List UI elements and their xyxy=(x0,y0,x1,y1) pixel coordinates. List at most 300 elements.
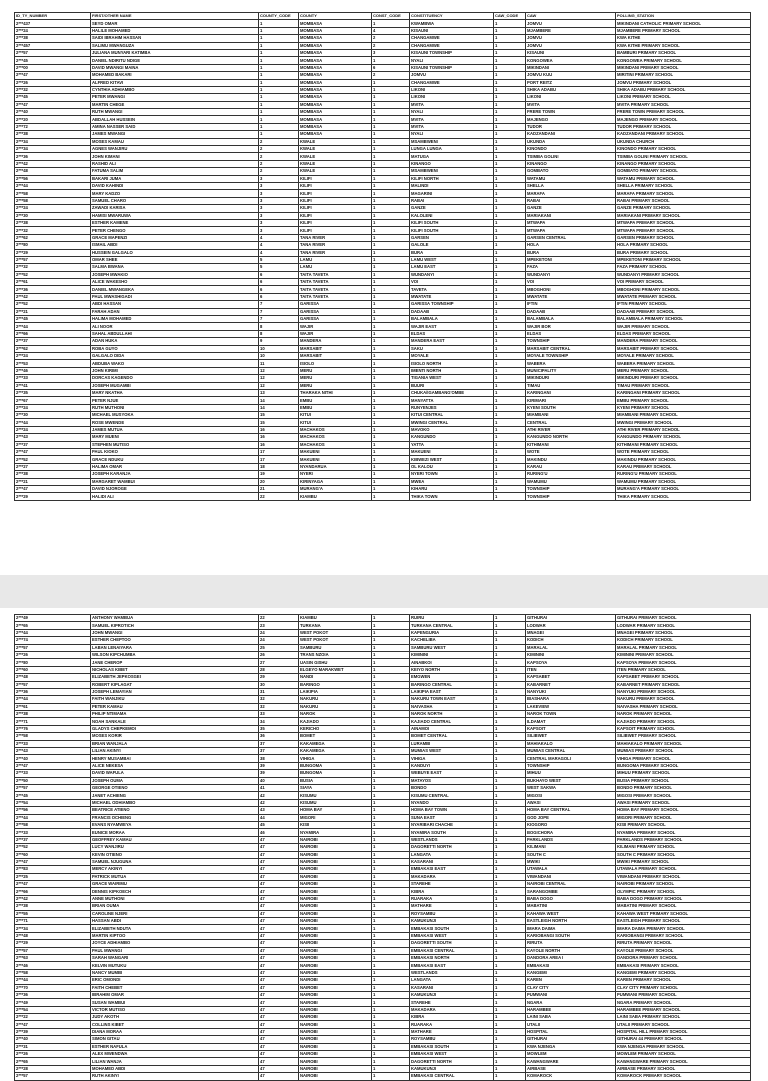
table-cell: 1 xyxy=(259,20,299,27)
table-cell: 33 xyxy=(259,711,299,718)
table-cell: SAIDI IBRAHIM HASSAN xyxy=(91,35,259,42)
table-cell: PUMWANI PRIMARY SCHOOL xyxy=(616,991,751,998)
table-cell: 1 xyxy=(494,264,526,271)
table-cell: 1 xyxy=(494,323,526,330)
table-cell: 2***24 xyxy=(15,27,91,34)
table-cell: GARSEN CENTRAL xyxy=(526,234,616,241)
table-cell: 2***74 xyxy=(15,637,91,644)
table-cell: CLAY CITY PRIMARY SCHOOL xyxy=(616,984,751,991)
table-cell: KAKAMEGA xyxy=(299,740,372,747)
table-cell: 2***71 xyxy=(15,718,91,725)
table-cell: 1 xyxy=(372,1073,410,1080)
table-cell: NYARIBARI CHACHE xyxy=(410,821,494,828)
table-cell: KWALE xyxy=(299,153,372,160)
table-cell: ELIZABETH NDUTA xyxy=(91,925,259,932)
table-cell: MAGARINI xyxy=(410,190,494,197)
table-cell: 2***38 xyxy=(15,711,91,718)
table-cell: 1 xyxy=(372,123,410,130)
table-cell: 2***66 xyxy=(15,888,91,895)
table-cell: NAIROBI xyxy=(299,925,372,932)
table-cell: IBRAHIM OMAR xyxy=(91,991,259,998)
table-cell: MOYALE TOWNSHIP xyxy=(526,352,616,359)
table-row xyxy=(15,471,751,478)
table-cell: PAUL MWANGI xyxy=(91,947,259,954)
table-cell: 39 xyxy=(259,762,299,769)
voter-table-page-1 xyxy=(14,12,751,501)
table-cell: NAIROBI xyxy=(299,947,372,954)
table-cell: 2***46 xyxy=(15,962,91,969)
table-cell: EMBU xyxy=(299,404,372,411)
table-row xyxy=(15,903,751,910)
table-cell: MARIAKANI PRIMARY SCHOOL xyxy=(616,212,751,219)
table-cell: KAPSOIT xyxy=(526,725,616,732)
table-row xyxy=(15,123,751,130)
table-cell: 1 xyxy=(372,330,410,337)
table-cell: VIHIGA xyxy=(299,755,372,762)
table-cell: 2***29 xyxy=(15,249,91,256)
table-cell: MALINDI xyxy=(410,182,494,189)
table-cell: MSAMBWENI xyxy=(410,168,494,175)
table-cell: FATUMA SALIM xyxy=(91,168,259,175)
column-header: CONSTITUENCY xyxy=(410,13,494,20)
table-cell: 12 xyxy=(259,382,299,389)
table-cell: MUMIAS CENTRAL xyxy=(526,748,616,755)
table-cell: ROYSAMBU xyxy=(410,1036,494,1043)
table-cell: 1 xyxy=(372,799,410,806)
table-cell: ROBERT KIPLAGAT xyxy=(91,681,259,688)
table-cell: 1 xyxy=(494,463,526,470)
table-cell: 1 xyxy=(372,463,410,470)
table-cell: MOHAMED ABDI xyxy=(91,1065,259,1072)
table-cell: 24 xyxy=(259,637,299,644)
table-cell: MIGOSI PRIMARY SCHOOL xyxy=(616,792,751,799)
table-cell: NOAH SANKALE xyxy=(91,718,259,725)
table-cell: 16 xyxy=(259,426,299,433)
table-cell: 1 xyxy=(494,345,526,352)
table-cell: 1 xyxy=(494,20,526,27)
table-cell: OL KALOU xyxy=(410,463,494,470)
table-cell: LABAN LENAIYARA xyxy=(91,644,259,651)
table-cell: KELVIN MUTUKU xyxy=(91,962,259,969)
table-cell: 1 xyxy=(372,160,410,167)
table-cell: PAUL KIOKO xyxy=(91,449,259,456)
table-cell: 1 xyxy=(494,242,526,249)
table-cell: 1 xyxy=(372,449,410,456)
table-cell: KAHAWA WEST PRIMARY SCHOOL xyxy=(616,910,751,917)
table-cell: 1 xyxy=(372,168,410,175)
table-row xyxy=(15,777,751,784)
table-cell: JAMES MUTUA xyxy=(91,426,259,433)
table-cell: STEPHEN MUTISO xyxy=(91,441,259,448)
table-cell: DAGORETTI NORTH xyxy=(410,1058,494,1065)
table-cell: EMBAKASI CENTRAL xyxy=(410,947,494,954)
table-cell: KWA KITHE PRIMARY SCHOOL xyxy=(616,42,751,49)
table-cell: IMARA DAIMA PRIMARY SCHOOL xyxy=(616,925,751,932)
table-cell: 1 xyxy=(494,397,526,404)
table-cell: 2***46 xyxy=(15,367,91,374)
table-cell: CHANGAMWE xyxy=(410,35,494,42)
table-cell: HOMA BAY PRIMARY SCHOOL xyxy=(616,807,751,814)
table-cell: 2***36 xyxy=(15,286,91,293)
table-row xyxy=(15,49,751,56)
table-cell: 1 xyxy=(372,836,410,843)
table-cell: MVITA xyxy=(410,101,494,108)
table-cell: 2***21 xyxy=(15,308,91,315)
sheet-page-2 xyxy=(0,608,768,1079)
table-row xyxy=(15,1051,751,1058)
table-cell: TOWNSHIP xyxy=(526,762,616,769)
table-cell: SAMBURU xyxy=(299,644,372,651)
table-cell: HALIMA MOHAMED xyxy=(91,316,259,323)
table-cell: MAJENGO PRIMARY SCHOOL xyxy=(616,116,751,123)
table-row xyxy=(15,271,751,278)
table-row xyxy=(15,20,751,27)
table-cell: TUDOR PRIMARY SCHOOL xyxy=(616,123,751,130)
table-cell: 2***43 xyxy=(15,434,91,441)
table-cell: KINONDO PRIMARY SCHOOL xyxy=(616,146,751,153)
table-cell: 1 xyxy=(494,858,526,865)
table-cell: SAHAL ABDULLAHI xyxy=(91,330,259,337)
table-cell: 1 xyxy=(259,79,299,86)
table-cell: NAIROBI xyxy=(299,999,372,1006)
table-cell: 1 xyxy=(494,123,526,130)
table-cell: 1 xyxy=(372,404,410,411)
table-cell: 14 xyxy=(259,397,299,404)
table-cell: 12 xyxy=(259,375,299,382)
table-cell: 1 xyxy=(494,622,526,629)
table-cell: 1 xyxy=(494,375,526,382)
table-cell: BONDO xyxy=(410,784,494,791)
table-row xyxy=(15,1006,751,1013)
table-cell: ROBA GUYO xyxy=(91,345,259,352)
table-row xyxy=(15,659,751,666)
table-cell: 2***52 xyxy=(15,844,91,851)
table-cell: 47 xyxy=(259,888,299,895)
table-row xyxy=(15,644,751,651)
table-row xyxy=(15,330,751,337)
table-cell: MAKUENI xyxy=(299,449,372,456)
table-cell: KOMAROCK xyxy=(526,1073,616,1080)
table-cell: KWA NJENGA xyxy=(526,1043,616,1050)
table-cell: 1 xyxy=(372,182,410,189)
table-cell: KYENI SOUTH xyxy=(526,404,616,411)
column-header: CONST_CODE xyxy=(372,13,410,20)
table-cell: 1 xyxy=(494,762,526,769)
table-cell: MVITA xyxy=(410,116,494,123)
table-cell: KONGOWEA xyxy=(526,57,616,64)
table-cell: RABAI xyxy=(526,197,616,204)
table-cell: KILIFI SOUTH xyxy=(410,227,494,234)
table-cell: 1 xyxy=(372,279,410,286)
table-cell: KAPSABET PRIMARY SCHOOL xyxy=(616,674,751,681)
table-cell: 1 xyxy=(494,925,526,932)
table-cell: 1 xyxy=(494,42,526,49)
table-cell: 1 xyxy=(494,940,526,947)
table-row xyxy=(15,984,751,991)
table-cell: 2***24 xyxy=(15,205,91,212)
table-cell: LIKONI xyxy=(526,94,616,101)
table-cell: MIHUU xyxy=(526,770,616,777)
table-cell: 1 xyxy=(372,101,410,108)
table-row xyxy=(15,999,751,1006)
table-cell: JOHN KIMANI xyxy=(91,153,259,160)
table-cell: 1 xyxy=(494,360,526,367)
table-row xyxy=(15,1065,751,1072)
table-cell: NYAMIRA xyxy=(299,829,372,836)
table-cell: THARAKA NITHI xyxy=(299,389,372,396)
table-cell: MAHIAKALO xyxy=(526,740,616,747)
table-cell: TIMAU PRIMARY SCHOOL xyxy=(616,382,751,389)
table-cell: 9 xyxy=(259,338,299,345)
table-cell: FRANCIS OCHIENG xyxy=(91,814,259,821)
table-row xyxy=(15,1073,751,1080)
table-cell: 2***21 xyxy=(15,478,91,485)
table-cell: 1 xyxy=(494,227,526,234)
table-row xyxy=(15,27,751,34)
table-row xyxy=(15,175,751,182)
table-cell: MABATINI xyxy=(526,903,616,910)
table-row xyxy=(15,404,751,411)
table-cell: 1 xyxy=(494,160,526,167)
table-cell: NAIROBI xyxy=(299,918,372,925)
table-cell: 2***437 xyxy=(15,20,91,27)
table-cell: DAVID KAHINDI xyxy=(91,182,259,189)
table-cell: 2***24 xyxy=(15,426,91,433)
table-cell: PUMWANI xyxy=(526,991,616,998)
table-cell: HOLA PRIMARY SCHOOL xyxy=(616,242,751,249)
table-row xyxy=(15,301,751,308)
table-cell: 1 xyxy=(494,35,526,42)
table-cell: 21 xyxy=(259,486,299,493)
table-cell: TAITA TAVETA xyxy=(299,293,372,300)
table-cell: 1 xyxy=(494,792,526,799)
table-cell: BARINGO CENTRAL xyxy=(410,681,494,688)
table-row xyxy=(15,1014,751,1021)
table-body-page-2 xyxy=(15,615,751,1081)
table-cell: LAINI SABA PRIMARY SCHOOL xyxy=(616,1014,751,1021)
table-cell: 47 xyxy=(259,866,299,873)
table-cell: MAKADARA xyxy=(410,1006,494,1013)
table-cell: MNAGEI PRIMARY SCHOOL xyxy=(616,629,751,636)
table-cell: HARAMBEE PRIMARY SCHOOL xyxy=(616,1006,751,1013)
table-cell: 1 xyxy=(494,471,526,478)
table-cell: 2***58 xyxy=(15,197,91,204)
table-cell: 2***48 xyxy=(15,674,91,681)
table-row xyxy=(15,711,751,718)
table-cell: TAITA TAVETA xyxy=(299,286,372,293)
table-cell: NAIROBI xyxy=(299,932,372,939)
table-row xyxy=(15,954,751,961)
table-cell: 2***65 xyxy=(15,622,91,629)
table-cell: AINABKOI xyxy=(410,659,494,666)
table-cell: MVITA PRIMARY SCHOOL xyxy=(616,101,751,108)
table-cell: 2***40 xyxy=(15,1036,91,1043)
table-cell: RURING'U xyxy=(526,471,616,478)
table-cell: 2***34 xyxy=(15,146,91,153)
table-cell: VOI xyxy=(410,279,494,286)
table-cell: RASHID ALI xyxy=(91,160,259,167)
table-cell: EMBAKASI EAST xyxy=(410,962,494,969)
table-cell: MARAFA PRIMARY SCHOOL xyxy=(616,190,751,197)
column-header: CAW_CODE xyxy=(494,13,526,20)
table-cell: AIRBASE PRIMARY SCHOOL xyxy=(616,1065,751,1072)
table-cell: 2***61 xyxy=(15,703,91,710)
table-cell: WATAMU PRIMARY SCHOOL xyxy=(616,175,751,182)
table-cell: KITUI CENTRAL xyxy=(410,412,494,419)
table-cell: HOLA xyxy=(526,242,616,249)
table-cell: MOMBASA xyxy=(299,35,372,42)
table-cell: 1 xyxy=(494,1073,526,1080)
table-row xyxy=(15,733,751,740)
table-cell: RABAI xyxy=(410,197,494,204)
table-cell: 2***38 xyxy=(15,131,91,138)
table-row xyxy=(15,910,751,917)
table-cell: 2***44 xyxy=(15,419,91,426)
table-cell: BOMET CENTRAL xyxy=(410,733,494,740)
table-cell: 1 xyxy=(372,622,410,629)
table-cell: WESTLANDS xyxy=(410,836,494,843)
table-cell: 1 xyxy=(372,338,410,345)
table-cell: 1 xyxy=(494,441,526,448)
table-cell: EASTLEIGH NORTH xyxy=(526,918,616,925)
table-cell: FAZA xyxy=(526,264,616,271)
table-cell: SOUTH C xyxy=(526,851,616,858)
table-cell: LAIKIPIA EAST xyxy=(410,688,494,695)
table-cell: 1 xyxy=(494,286,526,293)
table-cell: 1 xyxy=(372,316,410,323)
table-cell: GARSEN PRIMARY SCHOOL xyxy=(616,234,751,241)
table-cell: 1 xyxy=(372,212,410,219)
table-cell: RIRUTA PRIMARY SCHOOL xyxy=(616,940,751,947)
table-cell: 47 xyxy=(259,984,299,991)
table-cell: 2***32 xyxy=(15,86,91,93)
table-cell: MWEA xyxy=(410,478,494,485)
table-cell: LILIAN WANJA xyxy=(91,1058,259,1065)
table-row xyxy=(15,918,751,925)
table-cell: 1 xyxy=(494,666,526,673)
table-cell: 1 xyxy=(494,109,526,116)
table-row xyxy=(15,925,751,932)
table-cell: DANIEL NDIRITU NDIGE xyxy=(91,57,259,64)
table-cell: 1 xyxy=(494,456,526,463)
table-cell: 2***47 xyxy=(15,101,91,108)
table-cell: MOMBASA xyxy=(299,49,372,56)
table-cell: 2***36 xyxy=(15,153,91,160)
table-cell: 2***42 xyxy=(15,895,91,902)
table-cell: WABERA PRIMARY SCHOOL xyxy=(616,360,751,367)
table-cell: 1 xyxy=(494,873,526,880)
table-cell: GITHURAI xyxy=(526,1036,616,1043)
table-cell: NAIROBI xyxy=(299,1043,372,1050)
table-cell: GITHURAI xyxy=(526,615,616,622)
table-cell: ELDAS PRIMARY SCHOOL xyxy=(616,330,751,337)
table-cell: MERU xyxy=(299,382,372,389)
table-cell: GOMBATO xyxy=(526,168,616,175)
table-row xyxy=(15,138,751,145)
table-cell: 2***33 xyxy=(15,770,91,777)
table-cell: MARGARET WAMBUI xyxy=(91,478,259,485)
table-cell: 1 xyxy=(494,212,526,219)
table-cell: 1 xyxy=(372,1036,410,1043)
table-cell: 1 xyxy=(372,471,410,478)
table-cell: PATRICK MUTUA xyxy=(91,873,259,880)
table-cell: 1 xyxy=(372,256,410,263)
table-cell: 1 xyxy=(372,190,410,197)
table-cell: 1 xyxy=(494,434,526,441)
table-cell: TOWNSHIP xyxy=(526,493,616,500)
table-cell: PARKLANDS xyxy=(526,836,616,843)
table-cell: 2***80 xyxy=(15,242,91,249)
table-cell: LIKONI PRIMARY SCHOOL xyxy=(616,94,751,101)
table-row xyxy=(15,666,751,673)
table-cell: 2***57 xyxy=(15,49,91,56)
table-cell: 3 xyxy=(259,205,299,212)
table-cell: 37 xyxy=(259,740,299,747)
table-cell: 1 xyxy=(372,688,410,695)
table-cell: GEOFFREY KAMAU xyxy=(91,836,259,843)
table-cell: VIWANDANI PRIMARY SCHOOL xyxy=(616,873,751,880)
table-cell: JOSEPH OUMA xyxy=(91,777,259,784)
table-cell: JOSEPH KARANJA xyxy=(91,471,259,478)
table-row xyxy=(15,1028,751,1035)
table-cell: 1 xyxy=(372,175,410,182)
table-cell: NAIROBI xyxy=(299,836,372,843)
table-row xyxy=(15,755,751,762)
table-cell: 6 xyxy=(372,64,410,71)
table-cell: EUNICE MORAA xyxy=(91,829,259,836)
table-cell: 2***45 xyxy=(15,792,91,799)
table-cell: KALOLENI xyxy=(410,212,494,219)
table-cell: 19 xyxy=(259,471,299,478)
table-cell: MARAFA xyxy=(526,190,616,197)
table-cell: GLADYS CHEPKEMOI xyxy=(91,725,259,732)
table-cell: 11 xyxy=(259,360,299,367)
table-cell: 1 xyxy=(259,27,299,34)
table-cell: KIMININI xyxy=(526,651,616,658)
table-cell: 1 xyxy=(372,947,410,954)
table-cell: SILIBWET xyxy=(526,733,616,740)
table-cell: 10 xyxy=(259,352,299,359)
table-cell: EMBAKASI EAST xyxy=(410,866,494,873)
table-row xyxy=(15,858,751,865)
table-cell: 2***83 xyxy=(15,866,91,873)
table-cell: 46 xyxy=(259,829,299,836)
table-cell: SARANGOMBE xyxy=(526,888,616,895)
table-cell: LUNGA LUNGA xyxy=(410,146,494,153)
table-cell: RUTH AKINYI xyxy=(91,1073,259,1080)
table-cell: 1 xyxy=(494,426,526,433)
table-cell: TRANS NZOIA xyxy=(299,651,372,658)
table-cell: MAKUENI xyxy=(410,449,494,456)
table-cell: PORT REITZ xyxy=(526,79,616,86)
table-cell: 1 xyxy=(372,851,410,858)
table-cell: ELDAS xyxy=(526,330,616,337)
table-cell: NGARA xyxy=(526,999,616,1006)
table-row xyxy=(15,888,751,895)
table-cell: 1 xyxy=(372,293,410,300)
table-cell: MATAYOS xyxy=(410,777,494,784)
table-cell: 1 xyxy=(494,330,526,337)
table-cell: MUMIAS WEST xyxy=(410,748,494,755)
table-cell: 1 xyxy=(494,219,526,226)
table-cell: WOTE PRIMARY SCHOOL xyxy=(616,449,751,456)
table-cell: 1 xyxy=(372,866,410,873)
table-cell: 2***63 xyxy=(15,954,91,961)
table-cell: 1 xyxy=(372,991,410,998)
table-row xyxy=(15,190,751,197)
table-cell: 1 xyxy=(372,1021,410,1028)
table-cell: BRIAN OUMA xyxy=(91,903,259,910)
